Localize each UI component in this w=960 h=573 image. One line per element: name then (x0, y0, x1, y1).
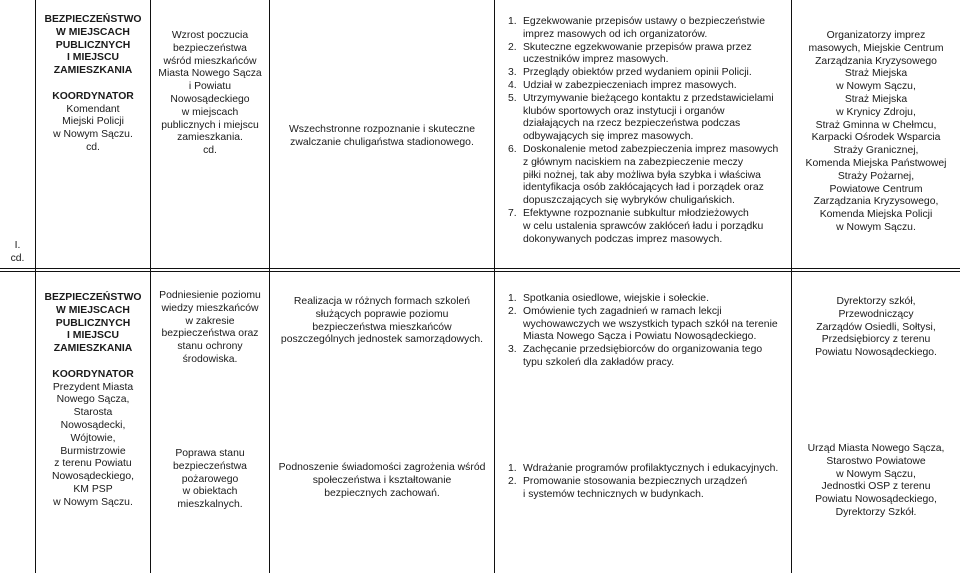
target-cell: Poprawa stanu bezpieczeństwa pożarowego w obiektach mieszkalnych. (173, 448, 247, 511)
partners-cell: Urząd Miasta Nowego Sącza, Starostwo Powiatowe w Nowym Sączu, Jednostki OSP z terenu Powiatu Nowosądeckiego, Dyrektorzy Szkół. (807, 443, 945, 518)
list-item-text: Przeglądy obiektów przed wydaniem opinii Policji. (523, 67, 752, 79)
list-item-number: 3. (508, 344, 517, 356)
list-item-text: Skuteczne egzekwowanie przepisów prawa przez uczestników imprez masowych. (523, 41, 752, 66)
list-item-text: Omówienie tych zagadnień w ramach lekcji wychowawczych we wszystkich typach szkół na terenie Miasta Nowego Sącza i Powiatu Nowosądeckiego. (523, 305, 778, 343)
actions-cell (508, 16, 790, 246)
table-border (0, 268, 960, 269)
list-item (508, 80, 790, 93)
list-item (508, 93, 790, 144)
list-item-text: Spotkania osiedlowe, wiejskie i sołeckie. (523, 293, 709, 304)
list-item (508, 67, 790, 80)
target-cell: Podniesienie poziomu wiedzy mieszkańców w zakresie bezpieczeństwa oraz stanu ochrony środowiska. (159, 290, 261, 365)
coordinator-text: Komendant Miejski Policji w Nowym Sączu. cd. (53, 103, 133, 153)
list-item-number: 2. (508, 41, 517, 53)
partners-cell: Organizatorzy imprez masowych, Miejskie Centrum Zarządzania Kryzysowego Straż Miejska w Nowym Sączu, Straż Miejska w Krynicy Zdroju, Straż Gminna w Chełmcu, Karpacki Ośrodek Wsparcia Straży Granicznej, Komenda Miejska Państwowej Straży Pożarnej, Powiatowe Centrum Zarządzania Kryzysowego, Komenda Miejska Policji w Nowym Sączu. (805, 30, 947, 233)
table-border (494, 0, 495, 573)
list-item-text: Udział w zabezpieczeniach imprez masowych. (523, 79, 737, 91)
list-item (508, 463, 790, 476)
list-item-text: Wdrażanie programów profilaktycznych i edukacyjnych. (523, 463, 779, 474)
list-item-text: Doskonalenie metod zabezpieczenia imprez masowych z głównym naciskiem na zabezpieczenie meczy piłki nożnej, tak aby możliwa była szybka i właściwa identyfikacja osób zakłócających ład i porządek oraz dopuszczających się wybryków chuligańskich. (523, 143, 779, 207)
list-item (508, 293, 790, 306)
task-cell: Realizacja w różnych formach szkoleń służących poprawie poziomu bezpieczeństwa mieszkańców poszczególnych jednostek samorządowych. (280, 296, 484, 346)
coordinator-label: KOORDYNATOR (52, 368, 134, 380)
target-cell: Wzrost poczucia bezpieczeństwa wśród mieszkańców Miasta Nowego Sącza i Powiatu Nowosądeckiego w miejscach publicznych i miejscu zamieszkania. cd. (158, 30, 262, 157)
list-item-number: 6. (508, 143, 517, 155)
list-item-number: 1. (508, 293, 517, 304)
table-border (0, 271, 960, 272)
list-item-number: 3. (508, 67, 517, 79)
goal-cell (36, 292, 150, 510)
goal-cell (36, 14, 150, 155)
goal-title: BEZPIECZEŃSTWO W MIEJSCACH PUBLICZNYCH I MIEJSCU ZAMIESZKANIA (44, 292, 142, 355)
list-item-number: 1. (508, 16, 517, 27)
list-item-text: Efektywne rozpoznanie subkultur młodzieżowych w celu ustalenia sprawców zakłóceń ładu i porządku dokonywanych podczas imprez masowych. (523, 207, 764, 245)
list-item-text: Promowanie stosowania bezpiecznych urządzeń i systemów technicznych w budynkach. (523, 475, 748, 500)
partners-cell: Dyrektorzy szkół, Przewodniczący Zarządów Osiedli, Sołtysi, Przedsiębiorcy z terenu Powiatu Nowosądeckiego. (815, 296, 937, 359)
list-item (508, 42, 790, 68)
list-item-text: Egzekwowanie przepisów ustawy o bezpieczeństwie imprez masowych od ich organizatorów. (523, 16, 765, 40)
coordinator-text: Prezydent Miasta Nowego Sącza, Starosta Nowosądecki, Wójtowie, Burmistrzowie z terenu Powiatu Nowosądeckiego, KM PSP w Nowym Sączu. (51, 381, 135, 508)
task-cell: Podnoszenie świadomości zagrożenia wśród społeczeństwa i kształtowanie bezpiecznych zachowań. (278, 462, 486, 499)
list-item-number: 1. (508, 463, 517, 474)
goal-title: BEZPIECZEŃSTWO W MIEJSCACH PUBLICZNYCH I MIEJSCU ZAMIESZKANIA (44, 14, 142, 77)
list-item-text: Utrzymywanie bieżącego kontaktu z przedstawicielami klubów sportowych oraz instytucji i organów działających na rzecz bezpieczeństwa podczas odbywających się imprez masowych. (523, 92, 774, 143)
actions-list (508, 293, 790, 370)
task-cell: Wszechstronne rozpoznanie i skuteczne zwalczanie chuligaństwa stadionowego. (289, 124, 475, 148)
list-item-number: 2. (508, 475, 517, 487)
actions-list (508, 463, 790, 501)
list-item (508, 476, 790, 502)
list-item-number: 2. (508, 305, 517, 317)
list-item (508, 344, 790, 370)
list-item-number: 4. (508, 79, 517, 91)
list-item (508, 144, 790, 208)
actions-cell (508, 463, 790, 501)
actions-list (508, 16, 790, 246)
row-index: I. cd. (10, 240, 25, 264)
list-item (508, 306, 790, 344)
list-item (508, 16, 790, 42)
list-item (508, 208, 790, 246)
actions-cell (508, 293, 790, 370)
list-item-number: 7. (508, 207, 517, 219)
list-item-text: Zachęcanie przedsiębiorców do organizowania tego typu szkoleń dla zakładów pracy. (523, 344, 763, 368)
coordinator-label: KOORDYNATOR (52, 90, 134, 102)
list-item-number: 5. (508, 92, 517, 104)
